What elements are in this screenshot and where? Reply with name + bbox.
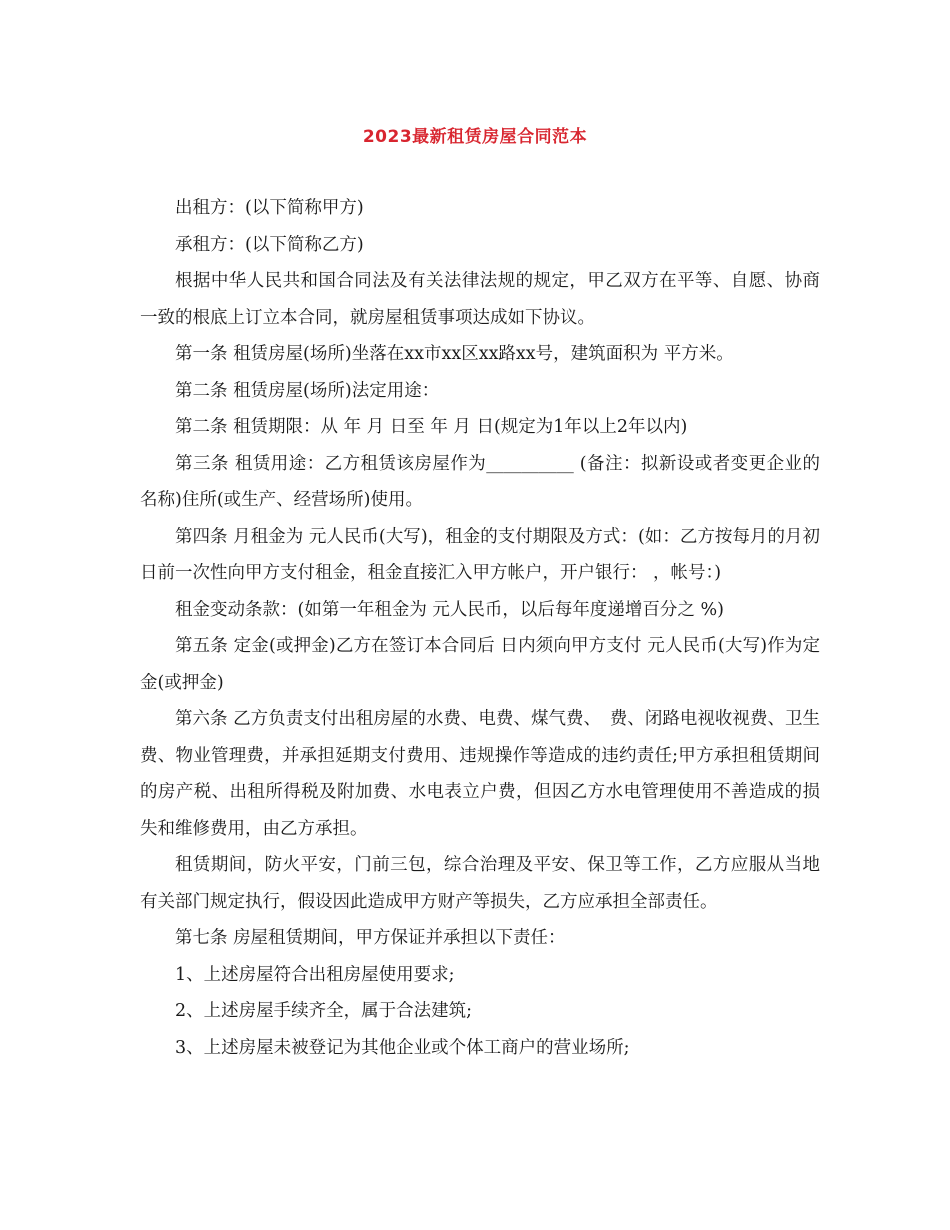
list-item-3: 3、上述房屋未被登记为其他企业或个体工商户的营业场所; (175, 1037, 630, 1058)
article-3-paragraph: 第三条 租赁用途：乙方租赁该房屋作为__________ (备注：拟新设或者变更企业的名称)住所(或生产、经营场所)使用。 (140, 453, 820, 510)
rent-change-paragraph: 租金变动条款：(如第一年租金为 元人民币，以后每年度递增百分之 %) (175, 599, 724, 620)
article-7-paragraph: 第七条 房屋租赁期间，甲方保证并承担以下责任： (175, 928, 566, 948)
party-lessor-paragraph: 出租方：(以下简称甲方) (175, 198, 364, 218)
list-item-2: 2、上述房屋手续齐全，属于合法建筑; (175, 1001, 473, 1021)
article-6-paragraph: 第六条 乙方负责支付出租房屋的水费、电费、煤气费、 费、闭路电视收视费、卫生费、物业管理费，并承担延期支付费用、违规操作等造成的违约责任;甲方承担租赁期间的房产税、出租所得税及附加费、水电表立户费，但因乙方水电管理使用不善造成的损失和维修费用，由乙方承担。 (140, 709, 820, 839)
document-title: 2023最新租赁房屋合同范本 (362, 127, 588, 147)
list-item-1: 1、上述房屋符合出租房屋使用要求; (175, 964, 455, 985)
party-lessee-paragraph: 承租方：(以下简称乙方) (175, 234, 364, 255)
document-body (140, 190, 820, 1066)
preamble-paragraph: 根据中华人民共和国合同法及有关法律法规的规定，甲乙双方在平等、自愿、协商一致的根底上订立本合同，就房屋租赁事项达成如下协议。 (140, 271, 820, 328)
article-1-paragraph: 第一条 租赁房屋(场所)坐落在xx市xx区xx路xx号，建筑面积为 平方米。 (175, 344, 734, 364)
article-5-paragraph: 第五条 定金(或押金)乙方在签订本合同后 日内须向甲方支付 元人民币(大写)作为定金(或押金) (140, 636, 820, 693)
article-2-term-paragraph: 第二条 租赁期限：从 年 月 日至 年 月 日(规定为1年以上2年以内) (175, 417, 688, 437)
article-4-paragraph: 第四条 月租金为 元人民币(大写)，租金的支付期限及方式：(如：乙方按每月的月初 日前一次性向甲方支付租金，租金直接汇入甲方帐户，开户银行： ，帐号：) (140, 526, 820, 583)
safety-paragraph: 租赁期间，防火平安，门前三包，综合治理及平安、保卫等工作，乙方应服从当地有关部门规定执行，假设因此造成甲方财产等损失，乙方应承担全部责任。 (140, 855, 820, 912)
article-2-usage-paragraph: 第二条 租赁房屋(场所)法定用途： (175, 380, 440, 401)
